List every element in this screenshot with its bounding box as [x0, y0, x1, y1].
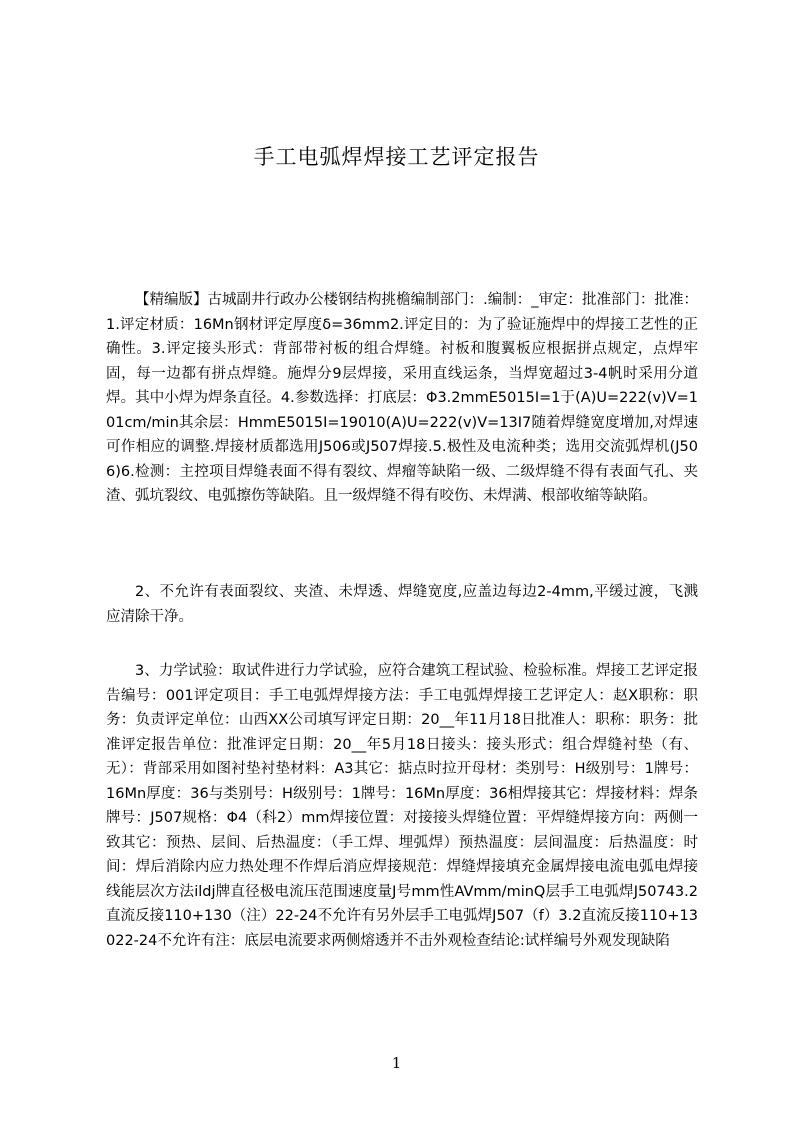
paragraph-body-2: 2、不允许有表面裂纹、夹渣、未焊透、焊缝宽度,应盖边每边2-4mm,平缓过渡，飞溅应清除干净。: [106, 584, 698, 625]
page-number: 1: [391, 1054, 402, 1072]
paragraph-body-1: 【精编版】古城副井行政办公楼钢结构挑檐编制部门：.编制：_审定：批准部门：批准：1.评定材质：16Mn钢材评定厚度δ=36mm2.评定目的：为了验证施焊中的焊接工艺性的正确性。3.评定接头形式：背部带衬板的组合焊缝。衬板和腹翼板应根据拼点规定，点焊牢固，每一边都有拼点焊缝。施焊分9层焊接，采用直线运条，当焊宽超过3-4帆时采用分道焊。其中小焊为焊条直径。4.参数选择：打底层：Φ3.2mmE5015I=1于(A)U=222(v)V=101cm/min其余层：HmmE5015I=19010(A)U=222(v)V=13I7随着焊缝宽度增加,对焊速可作相应的调整.焊接材质都选用J506或J507焊接.5.极性及电流种类；选用交流弧焊机(J506)6.检测：主控项目焊缝表面不得有裂纹、焊瘤等缺陷一级、二级焊缝不得有表面气孔、夹渣、弧坑裂纹、电弧擦伤等缺陷。且一级焊缝不得有咬伤、未焊满、根部收缩等缺陷。: [106, 292, 698, 504]
paragraph-body-3: 3、力学试验：取试件进行力学试验，应符合建筑工程试验、检验标准。焊接工艺评定报告编号：001评定项目：手工电弧焊焊接方法：手工电弧焊焊接工艺评定人：赵X职称：职务：负责评定单位：山西XX公司填写评定日期：20__年11月18日批准人：职称：职务：批准评定报告单位：批准评定日期：20__年5月18日接头：接头形式：组合焊缝衬垫（有、无）：背部采用如图衬垫衬垫材料：A3其它：掂点时拉开母材：类别号：H级别号：1牌号：16Mn厚度：36与类别号：H级别号：1牌号：16Mn厚度：36相焊接其它：焊接材料：焊条牌号：J507规格：Φ4（科2）mm焊接位置：对接接头焊缝位置：平焊缝焊接方向：两侧一致其它：预热、层间、后热温度：（手工焊、埋弧焊）预热温度：层间温度：后热温度：时间：焊后消除内应力热处理不作焊后消应焊接规范：焊缝焊接填充金属焊接电流电弧电焊接线能层次方法ildj牌直径极电流压范围速度量J号mm性AVmm/minQ层手工电弧焊J50743.2直流反接110+130（注）22-24不允许有另外层手工电弧焊J507（f）3.2直流反接110+13022-24不允许有注：底层电流要求两侧熔透并不击外观检查结论:试样编号外观发现缺陷: [106, 663, 698, 949]
document-title: 手工电弧焊焊接工艺评定报告: [253, 145, 540, 169]
